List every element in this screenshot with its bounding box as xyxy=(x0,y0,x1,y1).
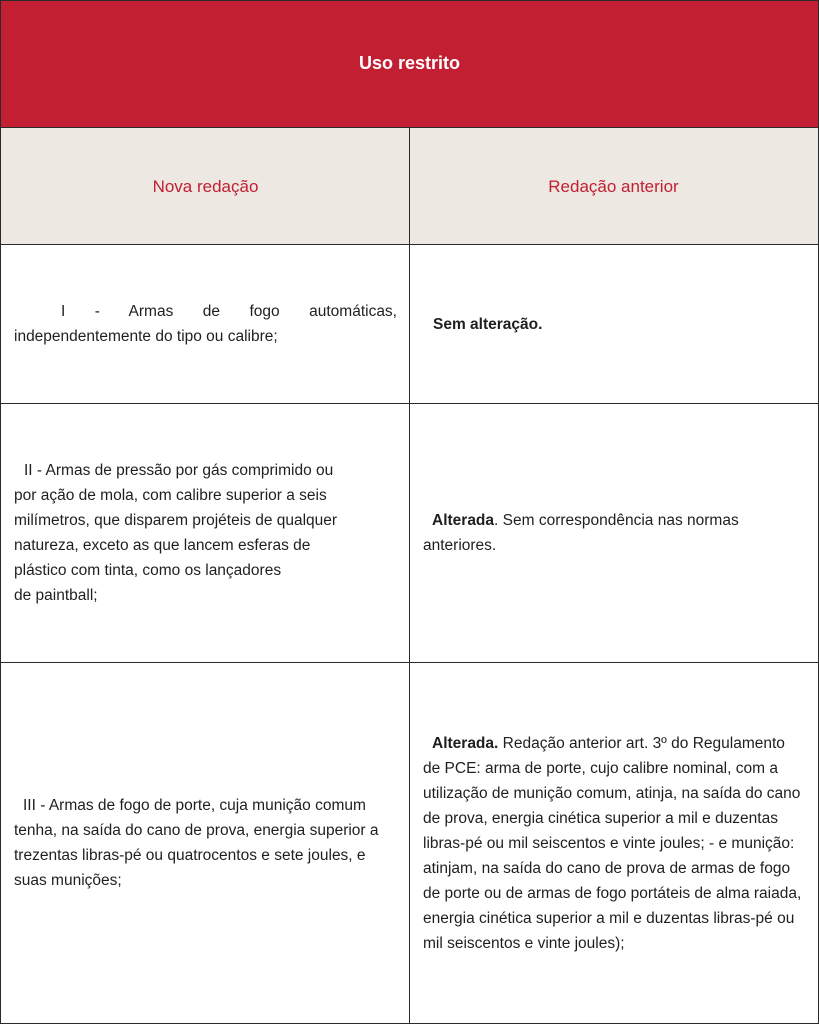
row-2-nova-redacao xyxy=(1,404,410,662)
row-2-left-line: natureza, exceto as que lancem esferas de xyxy=(14,537,311,554)
table-row xyxy=(1,663,818,1023)
table-title-row xyxy=(1,1,818,128)
row-2-left-line: milímetros, que disparem projéteis de qualquer xyxy=(14,512,338,529)
header-redacao-anterior xyxy=(410,128,818,244)
row-1-left-text: I - Armas de fogo automáticas, independentemente do tipo ou calibre; xyxy=(14,303,397,345)
row-3-right-rest: Redação anterior art. 3º do Regulamento de PCE: arma de porte, cujo calibre nominal, com a utilização de munição comum, atinja, na saída do cano de prova, energia cinética superior a mil e duzentas libras-pé ou mil seiscentos e vinte joules; - e munição: atinjam, na saída do cano de prova de armas de fogo de porte ou de armas de fogo portáteis de alma raiada, energia cinética superior a mil e duzentas libras-pé ou mil seiscentos e vinte joules); xyxy=(423,734,802,952)
table-header-row xyxy=(1,128,818,245)
row-1-right-bold: Sem alteração. xyxy=(433,315,543,333)
row-2-left-line: por ação de mola, com calibre superior a seis xyxy=(14,487,327,504)
row-3-nova-redacao xyxy=(1,663,410,1023)
header-left-label: Nova redação xyxy=(152,176,259,196)
row-1-right-text xyxy=(423,312,804,337)
row-2-right-text xyxy=(423,508,804,558)
row-3-right-bold: Alterada. xyxy=(432,734,499,752)
table-row xyxy=(1,245,818,404)
table-title: Uso restrito xyxy=(358,52,461,73)
row-3-left-text: III - Armas de fogo de porte, cuja munição comum tenha, na saída do cano de prova, energia superior a trezentas libras-pé ou quatrocentos e sete joules, e suas munições; xyxy=(14,797,379,889)
row-2-left-text xyxy=(14,458,397,608)
row-2-right-rest: . Sem correspondência nas normas anteriores. xyxy=(423,512,739,554)
row-2-left-line: plástico com tinta, como os lançadores xyxy=(14,562,282,579)
row-2-redacao-anterior xyxy=(410,404,818,662)
row-2-left-line: II - Armas de pressão por gás comprimido ou xyxy=(24,462,334,479)
table-row xyxy=(1,404,818,663)
row-1-redacao-anterior xyxy=(410,245,818,403)
row-3-redacao-anterior xyxy=(410,663,818,1023)
header-right-label: Redação anterior xyxy=(548,176,679,196)
header-nova-redacao xyxy=(1,128,410,244)
row-3-right-text xyxy=(423,731,804,956)
row-2-left-line: de paintball; xyxy=(14,587,98,604)
row-2-right-bold: Alterada xyxy=(432,512,495,529)
row-1-nova-redacao xyxy=(1,245,410,403)
